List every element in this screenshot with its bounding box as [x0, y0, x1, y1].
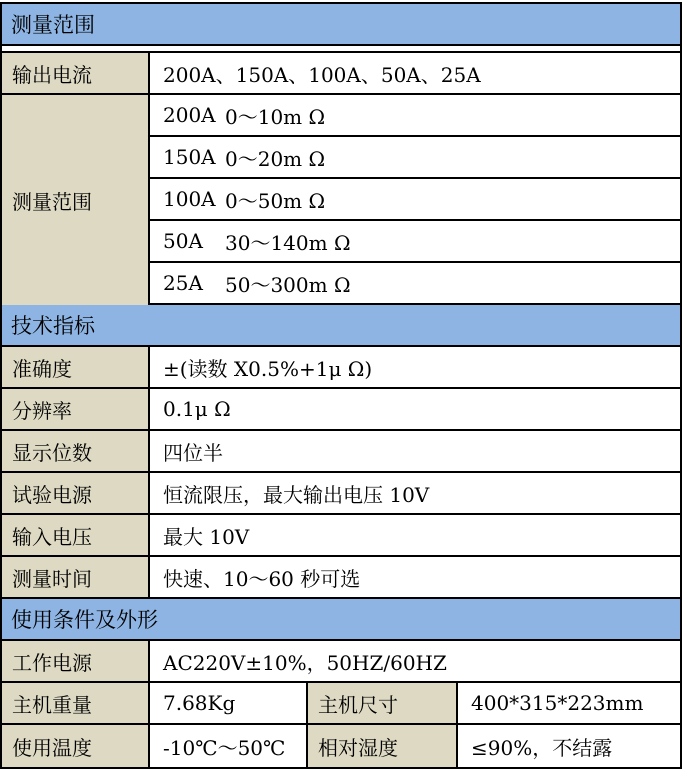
- table-row-output-current: [2, 53, 680, 95]
- table-row-display-digits: [2, 431, 680, 473]
- table-row-accuracy: [2, 347, 680, 389]
- value-cell: AC220V±10%，50HZ/60HZ: [150, 641, 680, 681]
- value-cell: ≤90%，不结露: [458, 725, 680, 767]
- label-cell: 准确度: [2, 347, 150, 387]
- table-row-test-power: [2, 473, 680, 515]
- table-row-measure-time: [2, 557, 680, 599]
- value-cell: 快速、10～60 秒可选: [150, 557, 680, 597]
- value-cell: 400*315*223mm: [458, 683, 680, 723]
- value-cell: 最大 10V: [150, 515, 680, 555]
- section-header-label: 使用条件及外形: [11, 608, 158, 632]
- table-row-resolution: [2, 389, 680, 431]
- label-cell: 相对湿度: [308, 725, 458, 767]
- range-row: [150, 221, 680, 263]
- range-stack: [150, 95, 680, 305]
- range-current: 150A: [163, 145, 216, 169]
- label-cell: 输出电流: [2, 53, 150, 93]
- range-row: [150, 179, 680, 221]
- range-row: [150, 95, 680, 137]
- value-cell: 0.1μ Ω: [150, 389, 680, 429]
- label-cell: 显示位数: [2, 431, 150, 471]
- label-cell: 使用温度: [2, 725, 150, 767]
- value-cell: -10℃～50℃: [150, 725, 308, 767]
- range-value: 50～300m Ω: [225, 272, 351, 297]
- section-header-label: 技术指标: [11, 314, 95, 338]
- range-current: 100A: [163, 187, 216, 211]
- range-current: 200A: [163, 103, 216, 127]
- label-cell: 测量时间: [2, 557, 150, 597]
- section-header-usage-conditions: [2, 599, 680, 641]
- label-cell: 主机尺寸: [308, 683, 458, 723]
- value-cell: 四位半: [150, 431, 680, 471]
- table-row-temp-humidity: [2, 725, 680, 767]
- value-cell: ±(读数 X0.5%+1μ Ω): [150, 347, 680, 387]
- merged-label-cell: 测量范围: [2, 95, 150, 305]
- label-cell: 工作电源: [2, 641, 150, 681]
- label-cell: 输入电压: [2, 515, 150, 555]
- table-row-weight-size: [2, 683, 680, 725]
- table-row-input-voltage: [2, 515, 680, 557]
- range-current: 25A: [163, 271, 203, 295]
- range-row: [150, 263, 680, 305]
- section-header-measure-range: [2, 4, 680, 46]
- value-cell: 恒流限压，最大输出电压 10V: [150, 473, 680, 513]
- value-cell: 200A、150A、100A、50A、25A: [150, 53, 680, 93]
- range-value: 30～140m Ω: [225, 230, 351, 255]
- section-header-label: 测量范围: [11, 13, 95, 37]
- value-cell: 7.68Kg: [150, 683, 308, 723]
- section-header-tech-specs: [2, 305, 680, 347]
- range-value: 0～10m Ω: [225, 104, 326, 129]
- label-cell: 主机重量: [2, 683, 150, 723]
- label-cell: 分辨率: [2, 389, 150, 429]
- range-value: 0～20m Ω: [225, 146, 326, 171]
- spec-table: [0, 2, 682, 769]
- measure-range-group: [2, 95, 680, 305]
- table-row-working-power: [2, 641, 680, 683]
- header-gap: [2, 46, 680, 53]
- label-cell: 试验电源: [2, 473, 150, 513]
- range-value: 0～50m Ω: [225, 188, 326, 213]
- range-row: [150, 137, 680, 179]
- range-current: 50A: [163, 229, 203, 253]
